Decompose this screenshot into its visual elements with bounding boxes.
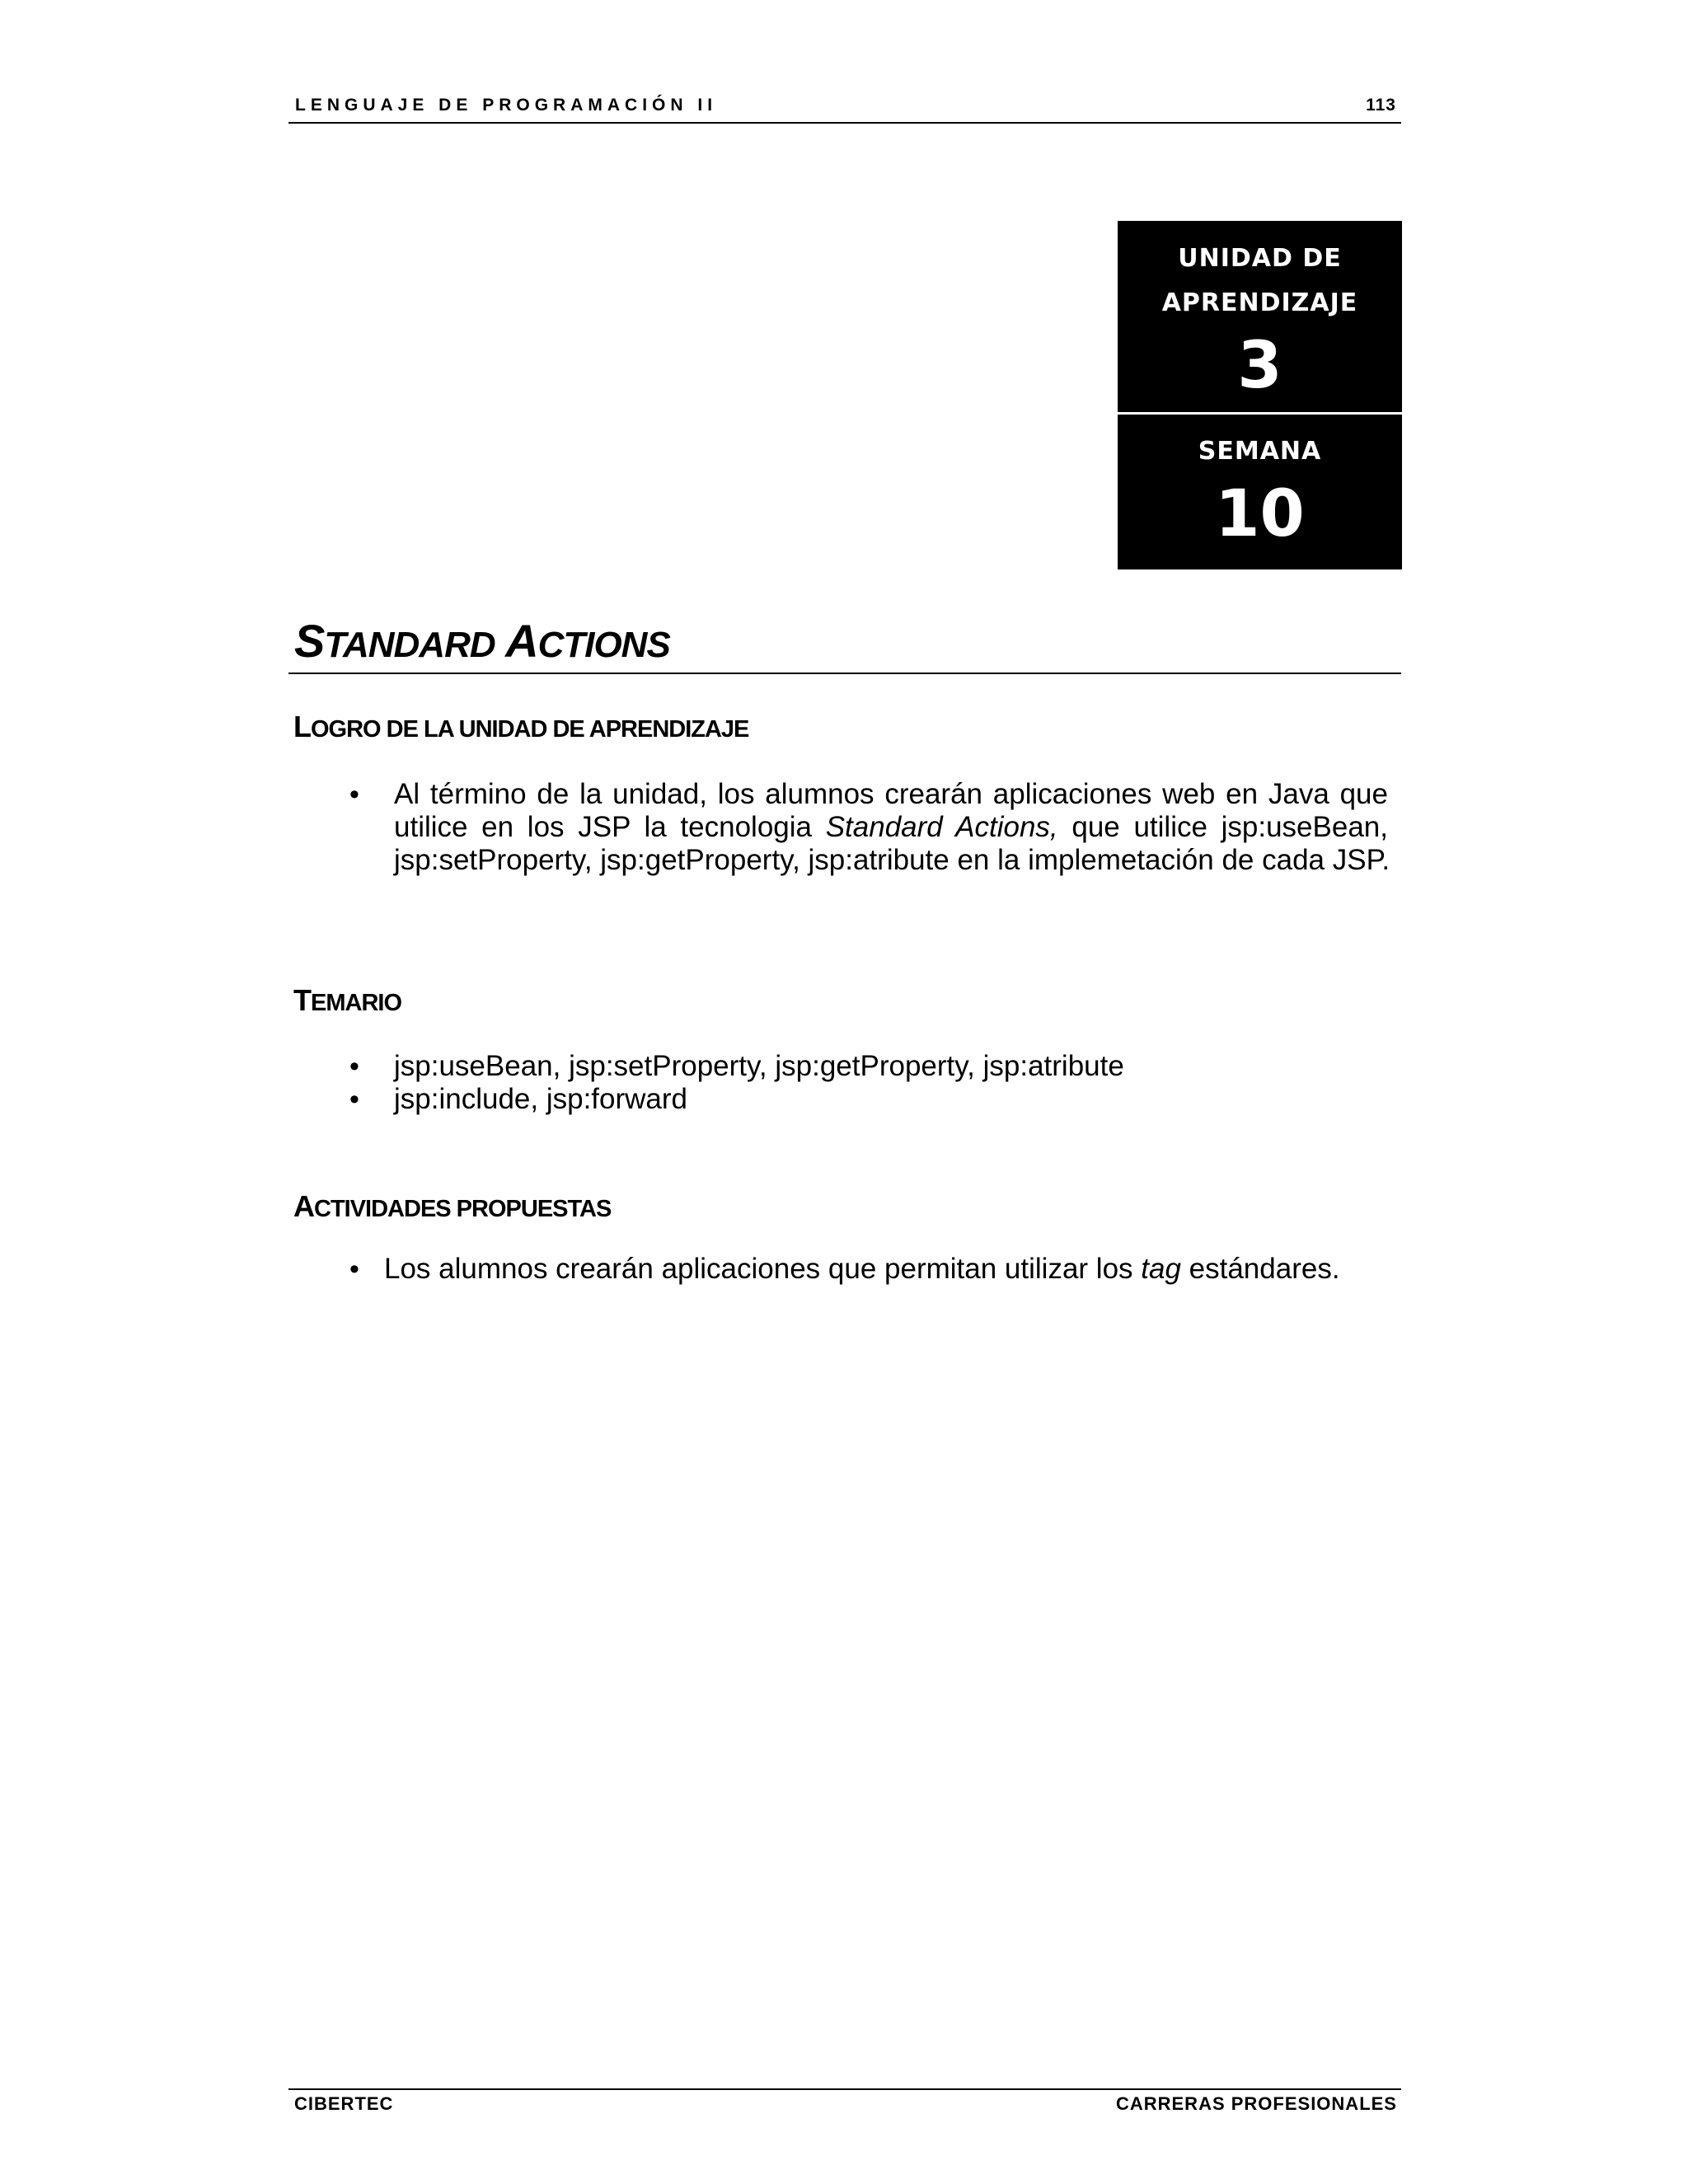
unit-badge-top (1118, 221, 1402, 415)
heading-cap: A (293, 1189, 314, 1223)
section-heading-actividades (293, 1188, 611, 1227)
unit-label-line1: UNIDAD DE (1178, 244, 1342, 273)
week-number: 10 (1215, 477, 1305, 551)
page-number: 113 (1366, 96, 1396, 115)
bullet-dot: • (349, 779, 359, 810)
unit-badge (1118, 221, 1402, 569)
heading-rest: CTIVIDADES PROPUESTAS (314, 1196, 612, 1222)
bullet-text-b: estándares. (1180, 1253, 1340, 1285)
unit-number: 3 (1237, 329, 1282, 403)
section-heading-logro (293, 709, 748, 748)
bullet-line-2-b: que utilice jsp:useBean, (1071, 811, 1388, 843)
heading-rest: EMARIO (311, 990, 401, 1016)
bullet-line-3: jsp:setProperty, jsp:getProperty, jsp:atribute en la implemetación de cada JSP. (394, 844, 1390, 876)
week-label: SEMANA (1198, 437, 1322, 466)
title-cap-2: A (505, 615, 538, 667)
bullet-dot: • (349, 1084, 359, 1115)
footer-left: CIBERTEC (294, 2093, 394, 2114)
page-title (294, 612, 670, 675)
list-item (384, 1253, 1340, 1286)
heading-rest: OGRO DE LA UNIDAD DE APRENDIZAJE (311, 716, 749, 743)
section-heading-temario (293, 982, 401, 1021)
bullet-dot: • (349, 1051, 359, 1082)
list-item: jsp:useBean, jsp:setProperty, jsp:getProperty, jsp:atribute (394, 1050, 1124, 1082)
heading-cap: T (293, 983, 311, 1017)
title-divider (288, 673, 1401, 674)
bullet-text-italic: tag (1141, 1253, 1181, 1285)
bullet-line-2-italic: Standard Actions, (825, 811, 1058, 843)
bullet-text-a: Los alumnos crearán aplicaciones que permitan utilizar los (384, 1253, 1142, 1285)
title-rest-1: TANDARD (324, 625, 495, 665)
bullet-dot: • (349, 1254, 359, 1285)
list-item (394, 778, 1388, 877)
footer-divider (288, 2088, 1401, 2090)
running-header (288, 92, 1401, 124)
bullet-line-1: Al término de la unidad, los alumnos crearán aplicaciones web en Java que (394, 778, 1388, 810)
list-item: jsp:include, jsp:forward (394, 1083, 687, 1115)
bullet-line-2 (394, 811, 1388, 844)
bullet-line-2-a: utilice en los JSP la tecnologia (394, 811, 826, 843)
header-title: LENGUAJE DE PROGRAMACIÓN II (295, 96, 718, 115)
title-rest-2: CTIONS (537, 625, 670, 665)
title-cap-1: S (294, 615, 325, 667)
unit-label-line2: APRENDIZAJE (1161, 288, 1358, 317)
heading-cap: L (293, 710, 311, 743)
footer-right: CARRERAS PROFESIONALES (1115, 2093, 1397, 2114)
